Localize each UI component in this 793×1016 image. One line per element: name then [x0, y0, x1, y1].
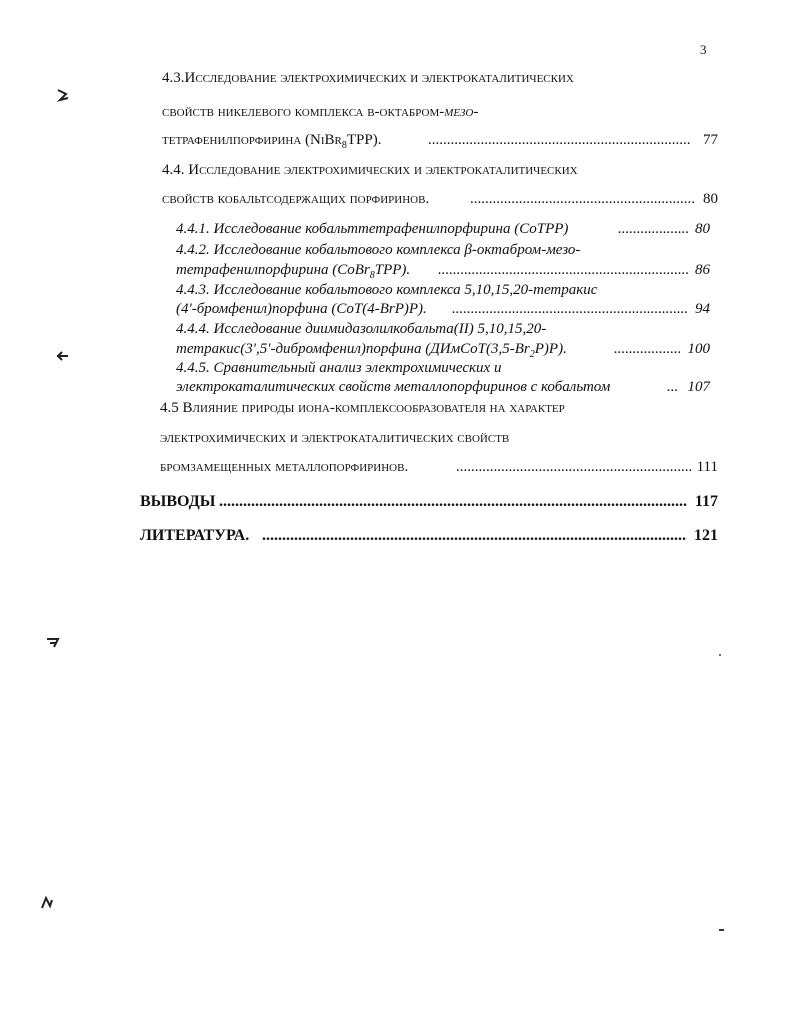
scan-speck: [719, 928, 725, 932]
toc-4-4-1-text: 4.4.1. Исследование кобальттетрафенилпорфирина (CoTPP): [176, 221, 569, 237]
toc-4-4-4-page: 100: [687, 341, 710, 357]
scan-mark: [56, 88, 70, 102]
leader-dots: [428, 133, 690, 148]
leader-dots: [262, 528, 687, 544]
toc-conclusions-page: 117: [694, 493, 718, 510]
toc-4-4-5-line2: электрокаталитических свойств металлопорфиринов с кобальтом: [176, 379, 611, 395]
toc-4-4-1-page: 80: [695, 221, 710, 237]
toc-literature-label: ЛИТЕРАТУРА.: [140, 527, 250, 544]
toc-4-4-line1: 4.4. Исследование электрохимических и электрокаталитических: [162, 162, 578, 178]
toc-4-4-3-line1: 4.4.3. Исследование кобальтового комплекса 5,10,15,20-тетракис: [176, 282, 598, 298]
page-number: 3: [700, 42, 707, 57]
toc-4-4-5-page: 107: [687, 379, 710, 395]
toc-4-4-2-line1: 4.4.2. Исследование кобальтового комплекса β-октабром-мезо-: [176, 242, 581, 258]
toc-4-4-line2: свойств кобальтсодержащих порфиринов.: [162, 191, 430, 207]
scan-mark: [46, 636, 60, 648]
toc-4-4-page: 80: [703, 191, 718, 207]
scan-mark: [56, 350, 70, 362]
toc-4-3-page: 77: [703, 132, 718, 148]
toc-conclusions-label: ВЫВОДЫ: [140, 493, 216, 510]
toc-4-4-4-line1: 4.4.4. Исследование диимидазолилкобальта(II) 5,10,15,20-: [176, 321, 547, 337]
toc-4-4-5-line1: 4.4.5. Сравнительный анализ электрохимических и: [176, 360, 502, 376]
toc-4-3-line1: 4.3.Исследование электрохимических и электрокаталитических: [162, 70, 574, 86]
leader-dots: [618, 222, 688, 237]
toc-4-5-line3: бромзамещенных металлопорфиринов.: [160, 459, 409, 475]
toc-4-4-3-page: 94: [695, 301, 710, 317]
leader-dots: [438, 263, 688, 278]
leader-dots: [614, 342, 680, 357]
scan-speck: [718, 653, 722, 657]
toc-4-4-3-line2: (4'-бромфенил)порфина (CoT(4-BrP)P).: [176, 301, 427, 317]
leader-dots: [470, 192, 694, 207]
leader-dots: [452, 302, 688, 317]
toc-4-3-line2: свойств никелевого комплекса β-октабром-мезо-: [162, 104, 479, 120]
leader-dots: [456, 460, 692, 475]
toc-4-4-2-line2: тетрафенилпорфирина (CoBr$_8$TPP).: [176, 262, 411, 281]
toc-4-4-4-line2: тетракис(3',5'-дибромфенил)порфина $(ДИмCoT(3,5-Br_2P)P)$.: [176, 341, 567, 360]
toc-4-5-line2: электрохимических и электрокаталитических свойств: [160, 430, 510, 446]
toc-literature-page: 121: [694, 527, 718, 544]
leader-dots: [219, 494, 687, 510]
toc-4-3-line3: тетрафенилпорфирина (NiBr$_8$TPP).: [162, 132, 382, 151]
toc-4-5-page: 111: [696, 459, 718, 475]
toc-4-4-2-page: 86: [695, 262, 710, 278]
leader-dots: [667, 380, 679, 395]
scan-mark: [40, 896, 54, 910]
toc-4-5-line1: 4.5 Влияние природы иона-комплексообразователя на характер: [160, 400, 565, 416]
